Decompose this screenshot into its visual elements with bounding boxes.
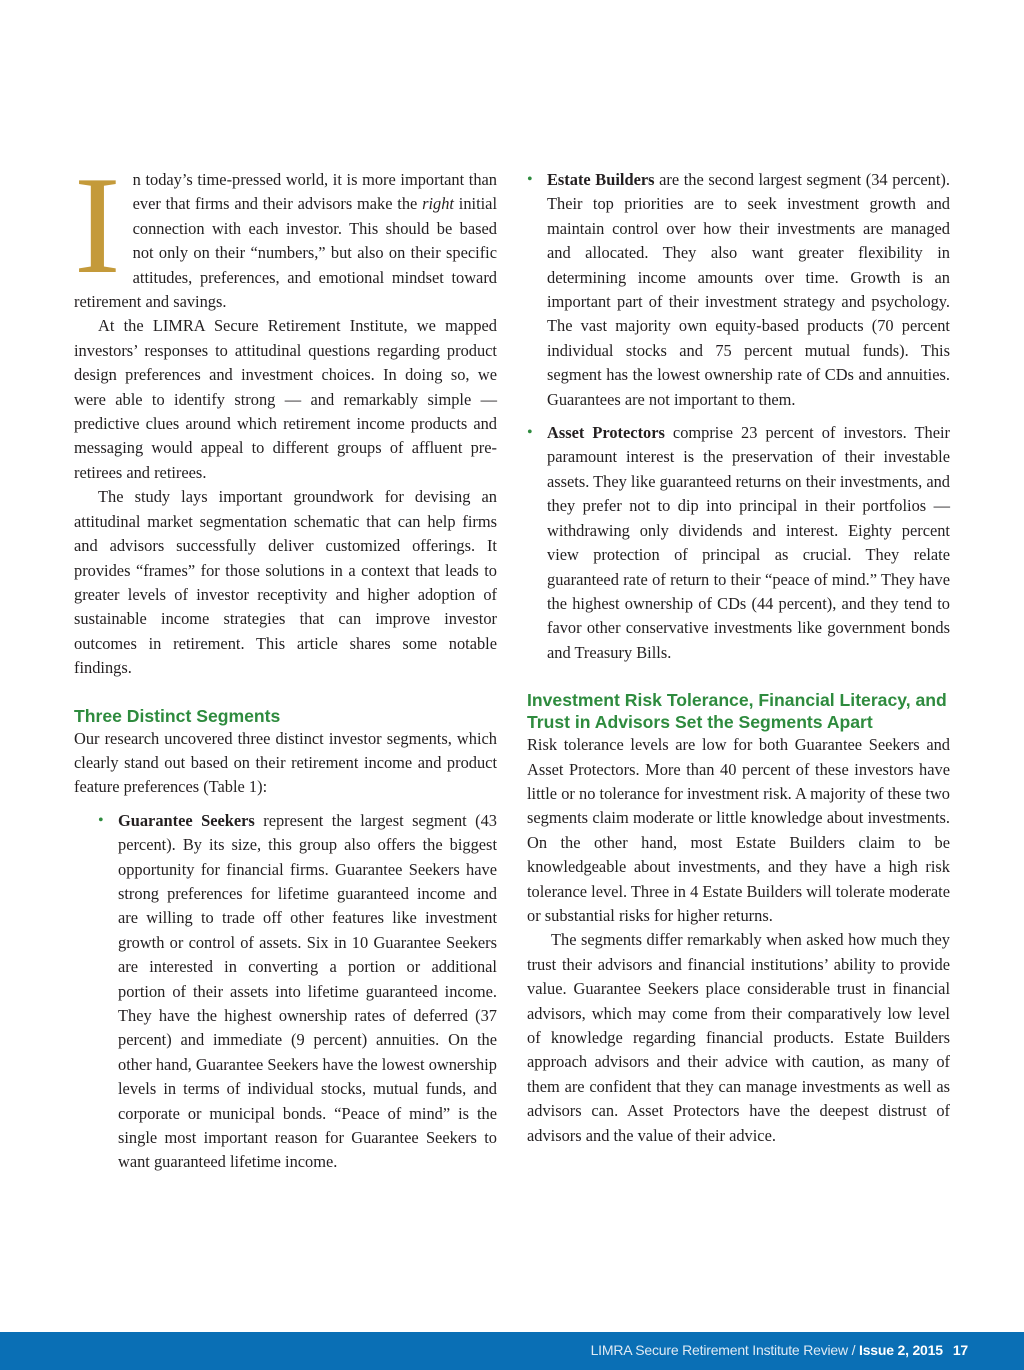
heading-risk-tolerance: Investment Risk Tolerance, Financial Literacy, and Trust in Advisors Set the Segments Apart [527, 690, 947, 733]
intro-paragraph [74, 148, 498, 314]
drop-cap: I [74, 148, 121, 303]
footer-bar [0, 1332, 1024, 1370]
paragraph-groundwork: The study lays important groundwork for devising an attitudinal market segmentation schematic that can help firms and advisors successfully deliver customized offerings. It provides “frames” for those solutions in a context that leads to greater levels of investor receptivity and higher adoption of sustainable income strategies that can improve investor outcomes in retirement. This article shares some notable findings. [74, 487, 497, 678]
paragraph-trust-advisors: The segments differ remarkably when asked how much they trust their advisors and financial institutions’ ability to provide value. Guarantee Seekers place considerable trust in financial advisors, which may come from their comparatively low level of knowledge regarding financial products. Estate Builders approach advisors and their advice with caution, as many of them are confident that they can manage investments as well as advisors can. Asset Protectors have the deepest distrust of advisors and the value of their advice. [527, 930, 950, 1145]
intro-emphasis: right [422, 194, 454, 214]
list-item-guarantee-seekers [74, 809, 497, 1175]
bullet-icon: • [98, 811, 104, 829]
heading-three-segments: Three Distinct Segments [74, 705, 281, 726]
page-number: 17 [952, 1342, 968, 1358]
list-item-asset-protectors [503, 421, 950, 665]
footer-text [591, 1341, 968, 1359]
term-asset-protectors: Asset Protectors [547, 423, 665, 443]
intro-text-end: initial connection with each investor. This should be based not only on their “numbers,” but also on their specific attitudes, preferences, and emotional mindset toward retirement and savings. [74, 194, 498, 312]
segments-list-continued [503, 168, 950, 665]
segments-list [74, 809, 497, 1175]
footer-issue: Issue 2, 2015 [859, 1342, 943, 1358]
guarantee-seekers-text: represent the largest segment (43 percent). By its size, this group also offers the biggest opportunity for financial firms. Guarantee Seekers have strong preferences for lifetime guaranteed income and are willing to trade off other features like investment growth or control of assets. Six in 10 Guarantee Seekers are interested in converting a portion or additional portion of their assets into lifetime guaranteed income. They have the highest ownership rates of deferred (37 percent) and immediate (9 percent) annuities. On the other hand, Guarantee Seekers have the lowest ownership levels in terms of individual stocks, mutual funds, and corporate or municipal bonds. “Peace of mind” is the single most important reason for Guarantee Seekers to want guaranteed lifetime income. [118, 810, 497, 1172]
paragraph-segments-intro: Our research uncovered three distinct investor segments, which clearly stand out based on their retirement income and product feature preferences (Table 1): [74, 728, 497, 797]
paragraph-limra-study: At the LIMRA Secure Retirement Institute, we mapped investors’ responses to attitudinal questions regarding product design preferences and investment choices. In doing so, we were able to identify strong — and remarkably simple — predictive clues around which retirement income products and messaging would appeal to different groups of affluent pre-retirees and retirees. [74, 316, 497, 482]
list-item-estate-builders [503, 168, 950, 412]
footer-separator: / [847, 1342, 859, 1358]
term-guarantee-seekers: Guarantee Seekers [118, 810, 255, 830]
intro-text-start: n today’s time-pressed world, it is more important than ever that firms and their advisors make the [132, 170, 497, 214]
term-estate-builders: Estate Builders [547, 170, 655, 189]
paragraph-risk-tolerance: Risk tolerance levels are low for both Guarantee Seekers and Asset Protectors. More than 40 percent of these investors have little or no tolerance for investment risk. A majority of these two segments claim moderate or little knowledge about investments. On the other hand, most Estate Builders claim to be knowledgeable about investments, and they have a high risk tolerance level. Three in 4 Estate Builders will tolerate moderate or substantial risks for higher returns. [527, 735, 950, 925]
estate-builders-text: are the second largest segment (34 percent). Their top priorities are to seek investment growth and maintain control over how their investments are managed and allocated. They also want greater flexibility in determining income amounts over time. Growth is an important part of their investment strategy and psychology. The vast majority own equity-based products (70 percent individual stocks and 75 percent mutual funds). This segment has the lowest ownership rate of CDs and annuities. Guarantees are not important to them. [547, 170, 950, 409]
asset-protectors-text: comprise 23 percent of investors. Their paramount interest is the preservation of their investable assets. They like guaranteed returns on their investments, and they prefer not to dip into principal in their portfolios — withdrawing only dividends and interest. Eighty percent view protection of principal as crucial. They relate guaranteed rate of return to their “peace of mind.” They have the highest ownership of CDs (44 percent), and they tend to favor other conservative investments like government bonds and Treasury Bills. [547, 423, 950, 662]
left-column [74, 148, 498, 1175]
right-column [527, 168, 950, 1148]
footer-publication: LIMRA Secure Retirement Institute Review [590, 1342, 848, 1358]
bullet-icon: • [527, 424, 533, 442]
bullet-icon: • [527, 171, 533, 188]
